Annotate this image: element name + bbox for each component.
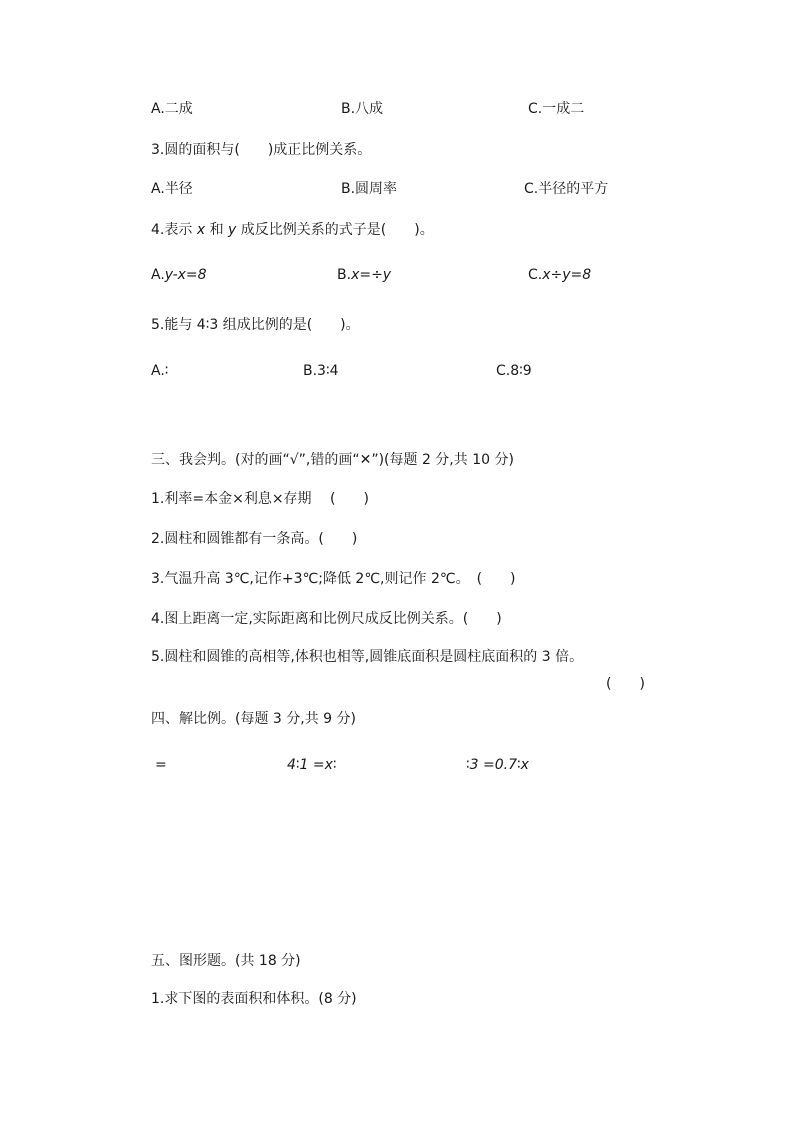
- section3-item-1: 1.利率=本金×利息×存期 ( ): [151, 491, 369, 507]
- section4-problem-3: ∶3 =0.7∶x: [466, 757, 529, 773]
- section4-problem-2: 4∶1 =x∶: [287, 757, 337, 773]
- q4-option-c-expr: x÷y=8: [542, 267, 592, 283]
- section4-title: 四、解比例。(每题 3 分,共 9 分): [151, 711, 356, 727]
- q4-option-b-expr: x=÷y: [351, 267, 392, 283]
- q3-option-b: B.圆周率: [341, 181, 398, 197]
- q4-option-b-label: B.: [337, 267, 352, 283]
- q3-option-a: A.半径: [151, 181, 193, 197]
- q4-var-y: y: [228, 222, 237, 238]
- section3-item-2: 2.圆柱和圆锥都有一条高。( ): [151, 531, 358, 547]
- q5-option-c: C.8∶9: [496, 363, 532, 379]
- section5-question-1: 1.求下图的表面积和体积。(8 分): [151, 991, 357, 1007]
- q3-text: 3.圆的面积与( )成正比例关系。: [151, 142, 372, 158]
- q4-option-a-label: A.: [151, 267, 165, 283]
- section5-title: 五、图形题。(共 18 分): [151, 953, 301, 969]
- section3-title: 三、我会判。(对的画“√”,错的画“✕”)(每题 2 分,共 10 分): [151, 452, 514, 468]
- section3-item-3: 3.气温升高 3℃,记作+3℃;降低 2℃,则记作 2℃。 ( ): [151, 571, 516, 587]
- q4-var-x: x: [196, 222, 206, 238]
- q4-option-c-label: C.: [528, 267, 543, 283]
- q4-option-a: [151, 266, 207, 284]
- q4-text: [151, 221, 434, 239]
- q4-mid: 和: [209, 222, 224, 238]
- q2-option-c: C.一成二: [528, 101, 585, 117]
- q2-option-b: B.八成: [341, 101, 384, 117]
- q4-option-b: [337, 266, 391, 284]
- section3-item-4: 4.图上距离一定,实际距离和比例尺成反比例关系。( ): [151, 611, 502, 627]
- q2-option-a: A.二成: [151, 101, 193, 117]
- section3-item-5: 5.圆柱和圆锥的高相等,体积也相等,圆锥底面积是圆柱底面积的 3 倍。: [151, 649, 584, 665]
- q4-suffix: 成反比例关系的式子是( )。: [240, 222, 434, 238]
- q5-text: 5.能与 4∶3 组成比例的是( )。: [151, 317, 360, 333]
- q3-option-c: C.半径的平方: [524, 181, 609, 197]
- q5-option-b: B.3∶4: [303, 363, 339, 379]
- q4-option-a-expr: y-x=8: [164, 267, 207, 283]
- section4-problem-1: =: [155, 757, 167, 773]
- section3-item-5-answer-paren: ( ): [606, 676, 645, 692]
- q5-option-a: A.∶: [151, 363, 169, 379]
- q4-option-c: [528, 266, 591, 284]
- q4-prefix: 4.表示: [151, 222, 193, 238]
